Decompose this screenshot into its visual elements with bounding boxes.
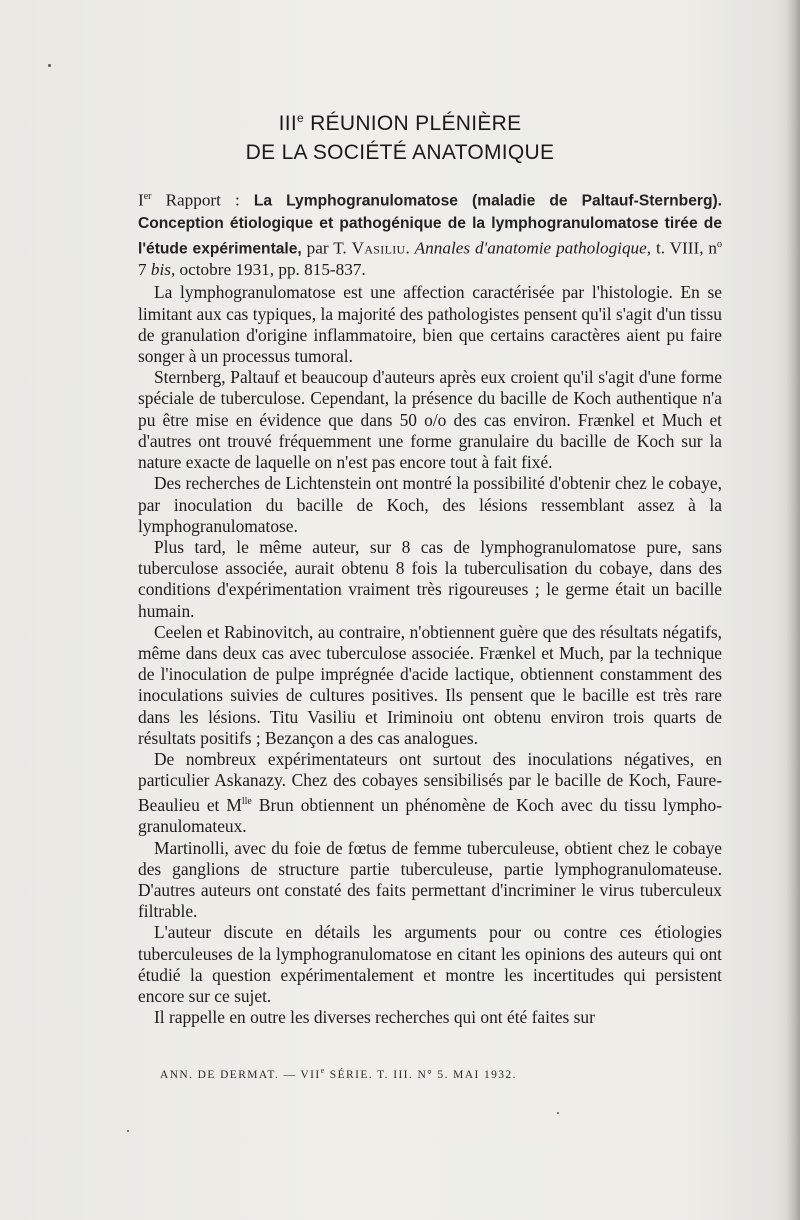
page-title-line-2: DE LA SOCIÉTÉ ANATOMIQUE	[245, 141, 555, 164]
ink-speck	[557, 1112, 559, 1114]
page-title-line-1: IIIe RÉUNION PLÉNIÈRE	[278, 111, 522, 135]
paragraph-1: La lymphogranulomatose est une affection caractérisée par l'histologie. En se limitant aux cas typiques, la majorité des pathologistes pensent qu'il s'agit d'un tissu de granulation d'origine inflammatoire, bien que certains caractères aient pu faire songer à un processus tumoral.	[138, 282, 722, 367]
paragraph-2: Sternberg, Paltauf et beaucoup d'auteurs après eux croient qu'il s'agit d'une forme spéciale de tuberculose. Cependant, la présence du bacille de Koch authentique n'a pu être mise en évidence que dans 50 o/o des cas environ. Frænkel et Much et d'autres ont trouvé fréquemment une forme granulaire du bacille de Koch sur la nature exacte de laquelle on n'est pas encore tout à fait fixé.	[138, 367, 722, 473]
paragraph-4: Plus tard, le même auteur, sur 8 cas de lymphogranulomatose pure, sans tuberculose associée, aurait obtenu 8 fois la tuberculisation du cobaye, dans des conditions d'expérimentation vraiment très rigoureuses ; le germe était un bacille humain.	[138, 536, 722, 621]
journal-name: Annales d'anatomie pathologique,	[414, 238, 652, 258]
article-body	[138, 186, 722, 1028]
paragraph-8: L'auteur discute en détails les arguments pour ou contre ces étiologies tuberculeuses de la lymphogranulomatose en citant les opinions des auteurs qui ont étudié la question expérimentalement et montre les incertitudes qui persistent encore sur ce sujet.	[138, 922, 722, 1006]
binding-shadow	[786, 0, 800, 1220]
paragraph-3: Des recherches de Lichtenstein ont montré la possibilité d'obtenir chez le cobaye, par inoculation du bacille de Koch, des lésions ressemblant assez à la lymphogranulomatose.	[138, 473, 722, 536]
paragraph-7: Martinolli, avec du foie de fœtus de femme tuberculeuse, obtient chez le cobaye des ganglions de structure partie tuberculeuse, partie lymphogranulomateuse. D'autres auteurs ont constaté des faits permettant d'incriminer le virus tuberculeux filtrable.	[138, 837, 722, 922]
paragraph-9: Il rappelle en outre les diverses recherches qui ont été faites sur	[154, 1007, 595, 1028]
rapport-citation: Ier Rapport : La Lymphogranulomatose (maladie de Paltauf-Sternberg). Conception étiologique et pathogénique de la lymphogranulomatose tirée de l'étude expérimentale, par T. Vasiliu. Annales d'anatomie pathologique, t. VIII, $n^o$ 7 bis, octobre 1931, pp. 815-837.	[138, 190, 722, 280]
paragraph-5: Ceelen et Rabinovitch, au contraire, n'obtiennent guère que des résultats négatifs, même dans deux cas avec tuberculose associée. Frænkel et Much, par la technique de l'inoculation de pulpe imprégnée d'acide lactique, obtiennent constamment des inoculations suivies de cultures positives. Ils pensent que le bacille est très rare dans les lésions. Titu Vasiliu et Iriminoiu ont obtenu environ trois quarts de résultats positifs ; Bezançon a des cas analogues.	[138, 621, 722, 748]
rapport-title: La Lymphogranulomatose (maladie de Paltauf-Sternberg). Conception étiologique et pathogénique de la lymphogranulomatose tirée de l'étude expérimentale,	[138, 192, 722, 258]
paragraph-6: De nombreux expérimentateurs ont surtout des inoculations négatives, en particulier Askanazy. Chez des cobayes sensibilisés par le bacille de Koch, Faure-Beaulieu et $M^{lle}$ Brun obtiennent un phénomène de Koch avec du tissu lympho-granulomateux.	[138, 748, 722, 837]
rapport-author: Vasiliu	[351, 238, 406, 258]
ink-speck	[127, 1130, 129, 1132]
ink-speck	[48, 64, 51, 67]
journal-footer: ANN. DE DERMAT. — VIIe SÉRIE. T. III. N° 5. MAI 1932.	[160, 1066, 517, 1081]
